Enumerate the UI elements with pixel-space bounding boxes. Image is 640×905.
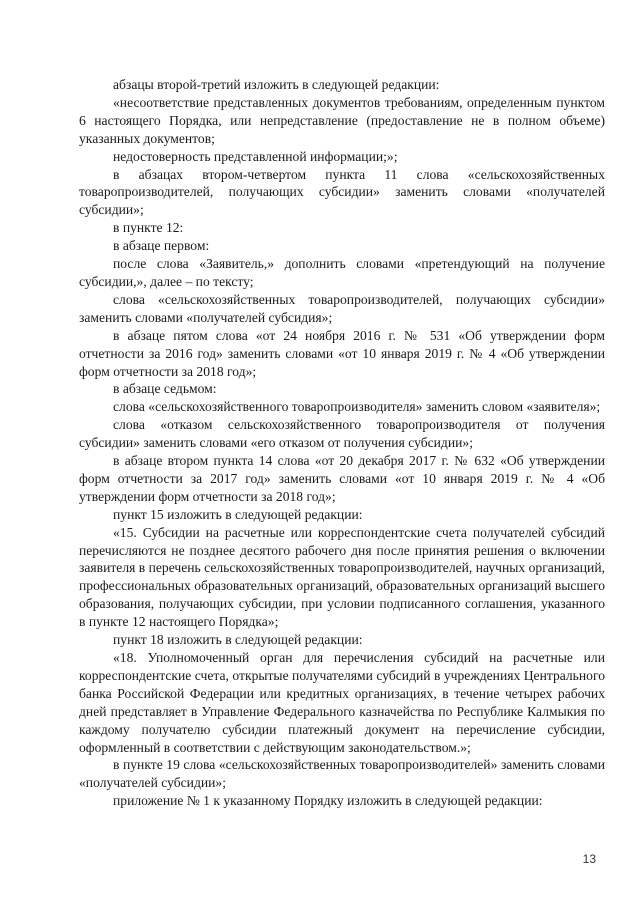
paragraph: абзацы второй-третий изложить в следующей редакции:: [113, 77, 440, 92]
page-number: 13: [582, 852, 596, 866]
paragraph: «несоответствие представленных документов требованиям, определенным пунктом 6 настоящего Порядка, или непредставление (предоставление не в полном объеме) указанных документов;: [79, 94, 605, 146]
paragraph: в абзаце первом:: [113, 238, 210, 254]
paragraph: приложение № 1 к указанному Порядку изложить в следующей редакции:: [113, 793, 543, 809]
paragraph: пункт 15 изложить в следующей редакции:: [113, 506, 363, 522]
paragraph: в абзаце пятом слова «от 24 ноября 2016 г. № 531 «Об утверждении форм отчетности за 2016 год» заменить словами «от 10 января 2019 г. № 4 «Об утверждении форм отчетности за 2018 год»;: [79, 327, 605, 379]
paragraph: недостоверность представленной информации;»;: [113, 148, 398, 164]
paragraph: пункт 18 изложить в следующей редакции:: [113, 632, 363, 648]
paragraph: слова «сельскохозяйственных товаропроизводителей, получающих субсидии» заменить словами «получателей субсидия»;: [79, 291, 605, 325]
paragraph: после слова «Заявитель,» дополнить словами «претендующий на получение субсидии,», далее – по тексту;: [79, 256, 605, 289]
paragraph: в абзаце седьмом:: [113, 381, 217, 397]
paragraph: слова «сельскохозяйственного товаропроизводителя» заменить словом «заявителя»;: [113, 399, 601, 415]
paragraph: в пункте 19 слова «сельскохозяйственных товаропроизводителей» заменить словами «получателей субсидии»;: [79, 757, 605, 791]
paragraph: «15. Субсидии на расчетные или корреспондентские счета получателей субсидий перечисляются не позднее десятого рабочего дня после принятия решения о включении заявителя в перечень сельскохозяйственных товаропроизводителей, научных организаций, профессиональных образовательных организаций, образовательных организаций высшего образования, получающих субсидии, при условии подписанного соглашения, указанного в пункте 12 настоящего Порядка»;: [79, 524, 605, 630]
document-body: [79, 76, 605, 810]
paragraph: слова «отказом сельскохозяйственного товаропроизводителя от получения субсидии» заменить словами «его отказом от получения субсидии»;: [79, 417, 605, 451]
paragraph: в абзацах втором-четвертом пункта 11 слова «сельскохозяйственных товаропроизводителей, получающих субсидии» заменить словами «получателей субсидии»;: [79, 166, 605, 218]
paragraph: в абзаце втором пункта 14 слова «от 20 декабря 2017 г. № 632 «Об утверждении форм отчетности за 2017 год» заменить словами «от 10 января 2019 г. № 4 «Об утверждении форм отчетности за 2018 год»;: [79, 453, 605, 504]
paragraph: в пункте 12:: [113, 220, 184, 236]
paragraph: «18. Уполномоченный орган для перечисления субсидий на расчетные или корреспондентские счета, открытые получателями субсидий в учреждениях Центрального банка Российской Федерации или кредитных организациях, в течение четырех рабочих дней представляет в Управление Федерального казначейства по Республике Калмыкия по каждому получателю субсидии платежный документ на перечисление субсидии, оформленный в соответствии с действующим законодательством.»;: [79, 650, 605, 755]
